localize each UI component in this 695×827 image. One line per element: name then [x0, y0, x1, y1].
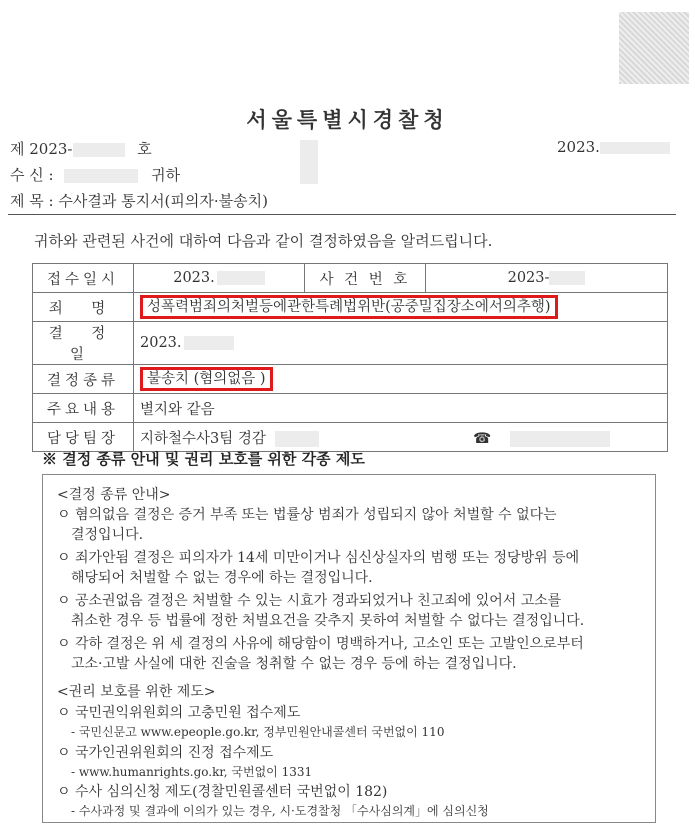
item-line: 취소한 경우 등 법률에 정한 처벌요건을 갖추지 못하여 처벌할 수 없다는 결정입니다.	[71, 613, 585, 629]
received-value	[134, 264, 305, 293]
item-line: 고소·고발 사실에 대한 진술을 청취할 수 없는 경우 등에 하는 결정입니다.	[71, 656, 517, 672]
item-title: ㅇ 국가인권위원회의 진정 접수제도	[57, 745, 274, 761]
table-row	[33, 264, 668, 293]
agency-title: 서울특별시경찰청	[246, 107, 449, 132]
redaction-block	[184, 336, 234, 350]
item-detail: - 수사과정 및 결과에 이의가 있는 경우, 시·도경찰청 「수사심의계」에 심의신청	[71, 804, 489, 818]
charge-value: 성폭력범죄의처벌등에관한특례법위반(공중밀집장소에서의추행)	[147, 299, 551, 315]
recipient-suffix: 귀하	[151, 166, 181, 184]
item-title: ㅇ 수사 심의신청 제도(경찰민원콜센터 국번없이 182)	[57, 784, 388, 800]
recipient-label: 수 신 :	[10, 166, 54, 184]
summary-label: 주요내용	[33, 394, 134, 423]
list-item	[57, 743, 312, 780]
item-line: 결정입니다.	[71, 527, 144, 543]
document-date	[557, 138, 670, 156]
case-no-label: 사 건 번 호	[305, 264, 426, 293]
recipient-line	[10, 164, 180, 185]
subject-text: 수사결과 통지서(피의자·불송치)	[58, 192, 268, 210]
item-title: ㅇ 국민권익위원회의 고충민원 접수제도	[57, 705, 301, 721]
received-label: 접수일시	[33, 264, 134, 293]
table-row	[33, 293, 668, 322]
decision-date-label: 결 정 일	[33, 322, 134, 365]
decision-type-cell	[134, 365, 668, 394]
subject-label: 제 목 :	[10, 192, 54, 210]
list-item	[57, 591, 584, 631]
decision-guide-heading: <결정 종류 안내>	[57, 487, 171, 503]
redaction-block	[73, 143, 125, 157]
item-line: ㅇ 공소권없음 결정은 처벌할 수 있는 시효가 경과되었거나 친고죄에 있어서 고소를	[57, 593, 562, 609]
summary-value: 별지와 같음	[134, 394, 668, 423]
document-number	[10, 138, 152, 159]
decision-type-value: 불송치 (혐의없음 )	[147, 371, 266, 387]
date-text: 2023.	[557, 138, 600, 156]
item-line: 해당되어 처벌할 수 없는 경우에 하는 결정입니다.	[71, 570, 373, 586]
item-line: ㅇ 각하 결정은 위 세 결정의 사유에 해당함이 명백하거나, 고소인 또는 고발인으로부터	[57, 636, 584, 652]
rights-guide-heading: <권리 보호를 위한 제도>	[57, 684, 216, 700]
case-info-table	[32, 263, 668, 452]
list-item	[57, 548, 579, 588]
decision-date-value: 2023.	[140, 335, 182, 351]
received-date: 2023.	[173, 270, 215, 286]
divider	[8, 214, 676, 215]
redaction-block	[217, 271, 265, 285]
list-item	[57, 782, 489, 819]
charge-label: 죄 명	[33, 293, 134, 322]
charge-highlight	[140, 295, 558, 319]
guide-box	[42, 474, 656, 823]
case-no-value	[426, 264, 668, 293]
table-row	[33, 365, 668, 394]
item-detail: - www.humanrights.go.kr, 국번없이 1331	[71, 765, 313, 779]
list-item	[57, 703, 444, 740]
item-line: ㅇ 혐의없음 결정은 증거 부족 또는 법률상 범죄가 성립되지 않아 처벌할 수 없다는	[57, 507, 557, 523]
team-label: 담당팀장	[33, 423, 134, 452]
item-detail: - 국민신문고 www.epeople.go.kr, 정부민원안내콜센터 국번없이 110	[71, 725, 445, 739]
team-value: 지하철수사3팀 경감	[140, 430, 266, 447]
item-line: ㅇ 죄가안됨 결정은 피의자가 14세 미만이거나 심신상실자의 범행 또는 정당방위 등에	[57, 550, 580, 566]
table-row	[33, 322, 668, 365]
case-no-text: 2023-	[507, 270, 550, 286]
redaction-block	[64, 169, 138, 183]
qr-code-icon	[619, 12, 689, 84]
redaction-block	[275, 431, 319, 447]
doc-no-prefix: 제 2023-	[10, 140, 73, 158]
doc-no-suffix: 호	[137, 140, 152, 158]
intro-text: 귀하와 관련된 사건에 대하여 다음과 같이 결정하였음을 알려드립니다.	[34, 232, 493, 250]
redaction-block	[549, 271, 585, 285]
list-item	[57, 505, 557, 545]
phone-icon: ☎	[473, 430, 492, 447]
decision-type-label: 결정종류	[33, 365, 134, 394]
charge-cell	[134, 293, 668, 322]
redaction-block	[510, 431, 610, 447]
list-item	[57, 634, 584, 674]
decision-date-cell	[134, 322, 668, 365]
redaction-block	[300, 140, 318, 184]
decision-type-highlight	[140, 367, 273, 391]
subject-line	[10, 190, 268, 211]
table-row	[33, 394, 668, 423]
redaction-block	[600, 142, 670, 154]
guide-heading: ※ 결정 종류 안내 및 권리 보호를 위한 각종 제도	[42, 450, 365, 468]
